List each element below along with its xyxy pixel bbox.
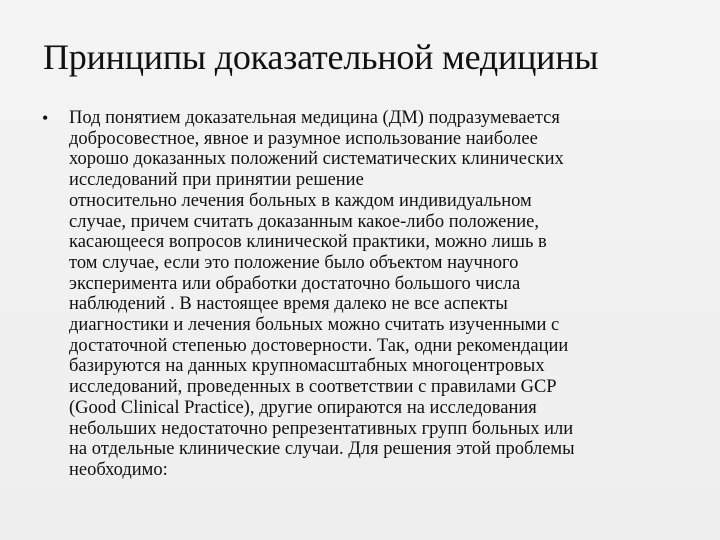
bullet-line: том случае, если это положение было объектом научного — [69, 252, 519, 273]
slide-title: Принципы доказательной медицины — [43, 37, 599, 77]
bullet-line: хорошо доказанных положений систематических клинических — [69, 149, 564, 170]
bullet-line: исследований, проведенных в соответствии с правилами GCP — [69, 377, 557, 398]
bullet-text — [69, 108, 690, 481]
bullet-line: случае, причем считать доказанным какое-либо положение, — [69, 211, 540, 232]
bullet-line: (Good Clinical Practice), другие опираются на исследования — [69, 397, 537, 418]
bullet-line: диагностики и лечения больных можно считать изученными с — [69, 315, 560, 336]
bullet-line: небольших недостаточно репрезентативных групп больных или — [69, 418, 574, 439]
bullet-line: касающееся вопросов клинической практики, можно лишь в — [69, 232, 547, 253]
bullet-item — [30, 108, 690, 481]
bullet-line: базируются на данных крупномасштабных многоцентровых — [69, 356, 545, 377]
bullet-line: на отдельные клинические случаи. Для решения этой проблемы — [69, 439, 575, 460]
bullet-line: наблюдений . В настоящее время далеко не все аспекты — [69, 294, 508, 315]
bullet-line: достаточной степенью достоверности. Так, одни рекомендации — [69, 335, 569, 356]
bullet-line: эксперимента или обработки достаточно большого числа — [69, 273, 521, 294]
bullet-line: исследований при принятии решение — [69, 170, 364, 191]
bullet-list — [30, 108, 690, 481]
bullet-line: необходимо: — [69, 459, 168, 480]
bullet-marker-icon: • — [42, 108, 49, 128]
bullet-line: относительно лечения больных в каждом индивидуальном — [69, 190, 532, 211]
bullet-line: Под понятием доказательная медицина (ДМ) подразумевается — [69, 108, 560, 128]
bullet-line: добросовестное, явное и разумное использование наиболее — [69, 128, 538, 149]
